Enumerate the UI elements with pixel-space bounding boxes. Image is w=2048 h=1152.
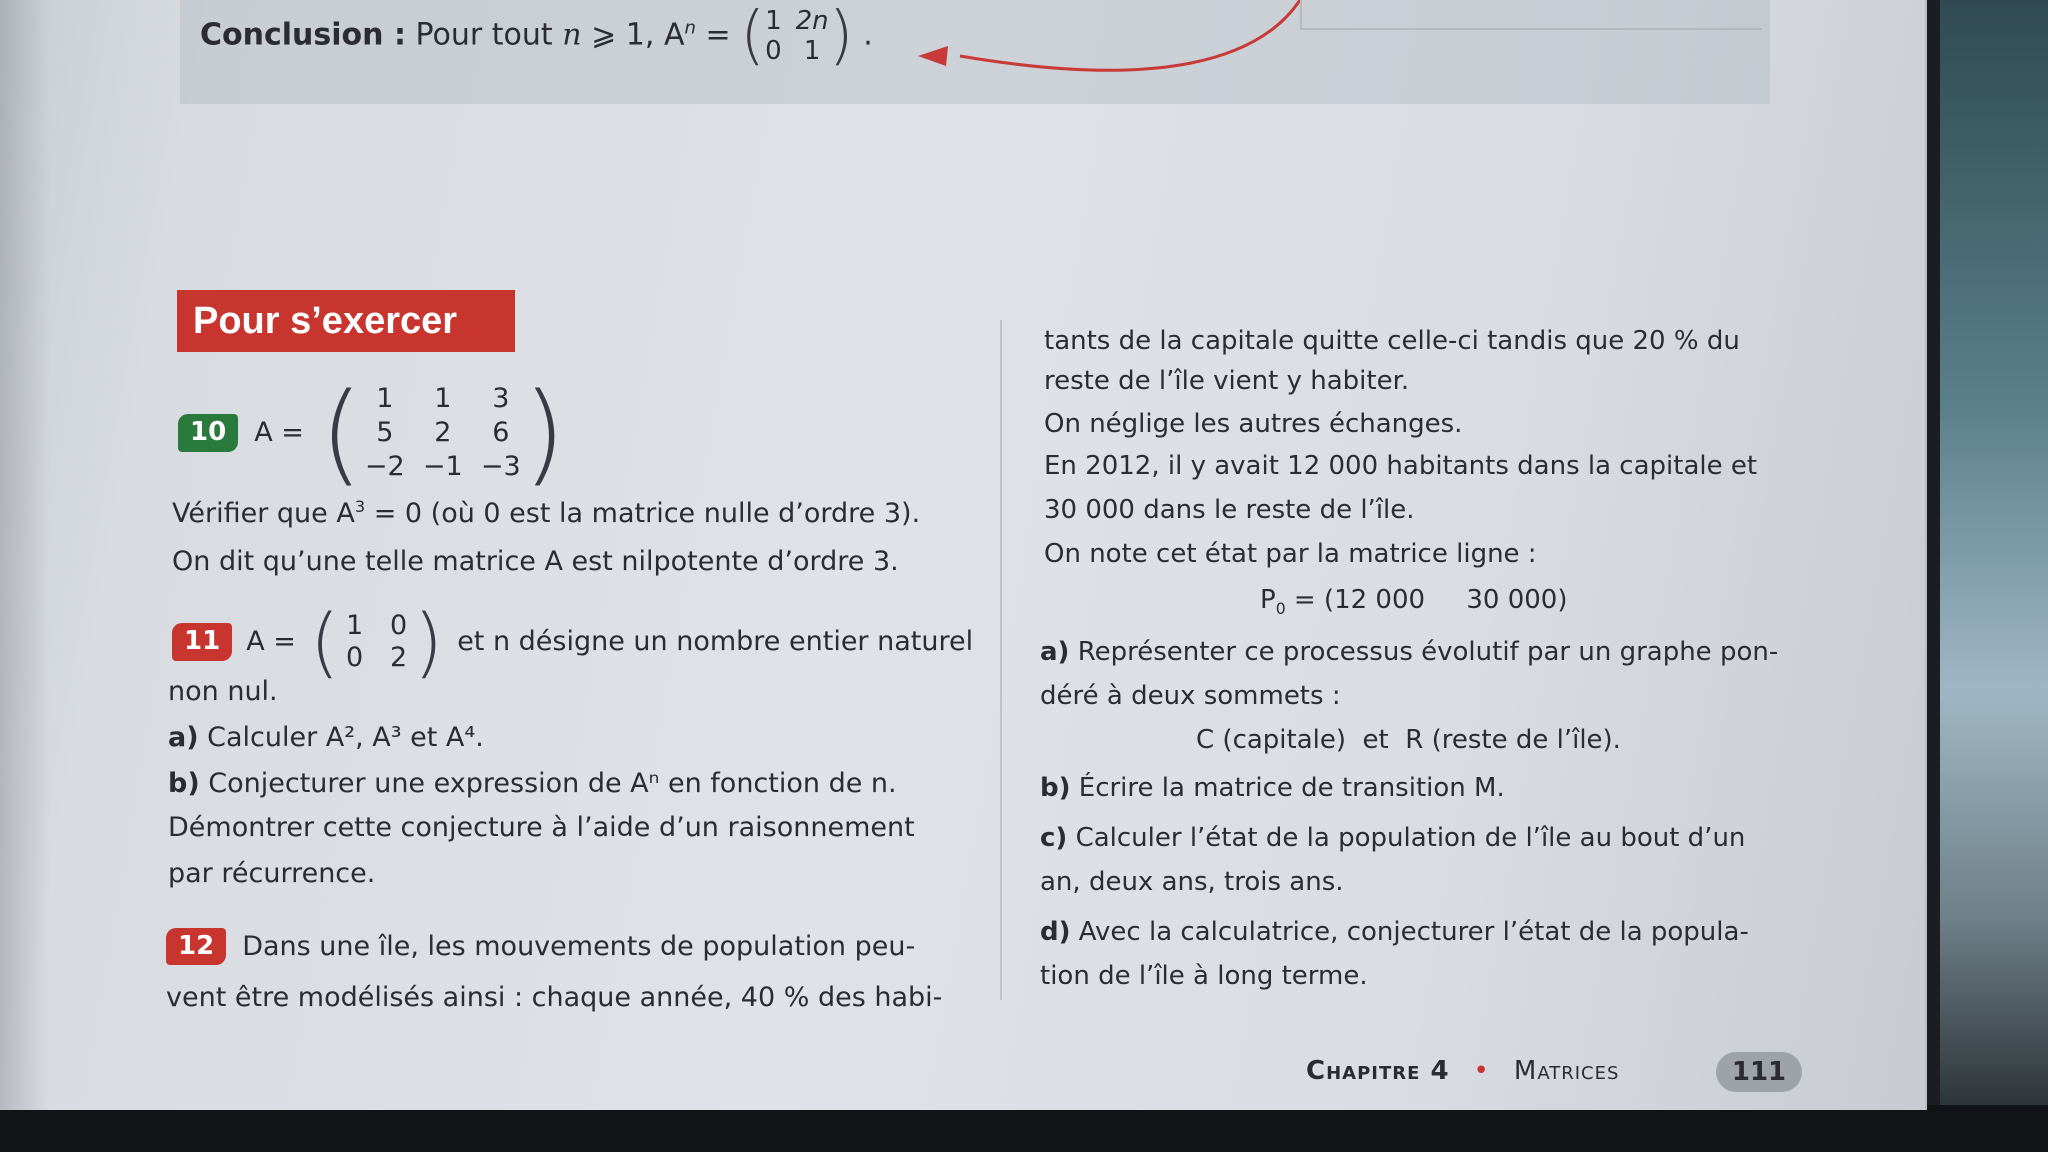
matrix-cell: 1 [345,610,364,641]
ex12-col2-line6: On note cet état par la matrice ligne : [1044,539,1537,569]
ex12-a-center: C (capitale) et R (reste de l’île). [1196,725,1621,755]
ex12-col2-line5: 30 000 dans le reste de l’île. [1044,495,1415,525]
background-bottom [0,1105,2048,1152]
ex10-lhs: A = [254,417,304,449]
ex12-p0 [1260,584,1567,619]
question-label: d) [1040,917,1071,947]
matrix-cell: 5 [376,417,394,448]
ex11-b-line2: Démontrer cette conjecture à l’aide d’un raisonnement [168,812,915,843]
question-text: Avec la calculatrice, conjecturer l’état de la popula- [1078,917,1749,947]
matrix-cell: 6 [492,417,510,448]
ex12-question-c [1040,822,1745,856]
p0-sub: 0 [1275,600,1286,619]
question-label: b) [168,768,200,799]
ex11-line-cont: non nul. [168,676,278,707]
conclusion-eq: = [705,17,731,53]
matrix-cell: 1 [434,383,452,414]
ex12-line1: Dans une île, les mouvements de population peu- [242,931,916,963]
question-text: Conjecturer une expression de Aⁿ en fonction de n. [208,768,897,799]
section-title-box [177,290,515,352]
matrix-cell: 3 [492,383,510,414]
ex10-matrix: ( 1 1 3 5 2 6 −2 −1 −3 ) [319,369,566,497]
ex11-matrix: ( 1 0 0 2 ) [309,597,444,686]
background-right [1940,0,2048,1152]
question-label: a) [168,722,199,753]
exercise-12-header [166,928,915,965]
ex12-question-b [1040,772,1505,806]
ex12-col2-line4: En 2012, il y avait 12 000 habitants dans la capitale et [1044,451,1758,481]
conclusion-exp: n [684,17,696,39]
ex11-after-matrix: et n désigne un nombre entier naturel [457,626,974,658]
page-spine-shadow [0,0,50,1110]
question-text: Calculer A², A³ et A⁴. [207,722,484,753]
conclusion-matrix: ( 1 2n 0 1 ) [740,0,854,73]
conclusion-n: n [562,17,582,53]
conclusion-label: Conclusion : [200,17,406,53]
footer-dot: • [1473,1056,1490,1086]
column-divider [1000,320,1002,1000]
exercise-number: 11 [172,623,232,660]
ex12-question-a [1040,636,1778,670]
red-arrow-icon [900,0,1320,100]
question-text: Écrire la matrice de transition M. [1078,773,1505,803]
question-label: b) [1040,773,1071,803]
p0-value: = (12 000 30 000) [1293,585,1568,615]
matrix-cell: 2 [434,417,452,448]
exercise-number: 10 [178,414,238,451]
p0-label: P [1260,585,1276,615]
matrix-cell: 0 [765,36,782,66]
conclusion-text: Pour tout [415,17,553,53]
ex11-question-a [168,720,484,755]
ex11-question-b [168,766,897,801]
matrix-cell: −1 [422,451,463,482]
matrix-cell: 1 [765,6,782,36]
matrix-cell: 2n [795,6,829,36]
ex10-line2: On dit qu’une telle matrice A est nilpotente d’ordre 3. [172,546,899,577]
ex10-line1-exp: 3 [354,497,366,516]
question-label: c) [1040,823,1068,853]
conclusion-A: A [663,17,685,53]
ex12-col2-line1: tants de la capitale quitte celle-ci tandis que 20 % du [1044,326,1740,356]
matrix-cell: 1 [803,36,821,66]
footer-chapter: Chapitre 4 [1306,1056,1450,1086]
question-text: Calculer l’état de la population de l’île au bout d’un [1075,823,1746,853]
ex12-col2-line3: On néglige les autres échanges. [1044,409,1463,439]
conclusion-line [200,0,873,73]
matrix-cell: 0 [345,642,364,673]
exercise-10-header [178,369,566,497]
matrix-cell: 1 [376,383,394,414]
ex12-line2: vent être modélisés ainsi : chaque année, 40 % des habi- [166,982,943,1013]
question-label: a) [1040,637,1070,667]
matrix-cell: −3 [480,451,521,482]
ex12-c-line2: an, deux ans, trois ans. [1040,867,1344,897]
page-footer [1306,1056,1619,1086]
ex10-line1-b: = 0 (où 0 est la matrice nulle d’ordre 3). [365,498,921,529]
ex11-lhs: A = [246,626,296,658]
ex12-a-line2: déré à deux sommets : [1040,681,1341,711]
matrix-cell: −2 [364,451,405,482]
ex12-d-line2: tion de l’île à long terme. [1040,961,1368,991]
ex10-line1-a: Vérifier que A [172,498,355,529]
ex10-line1 [172,496,920,531]
footer-title: Matrices [1513,1056,1620,1086]
previous-box-border [1300,0,1762,30]
matrix-cell: 0 [389,610,408,641]
conclusion-end: . [863,17,873,53]
conclusion-geq: ⩾ 1, [591,17,655,53]
matrix-cell: 2 [389,642,408,673]
exercise-number: 12 [166,928,226,965]
ex12-col2-line2: reste de l’île vient y habiter. [1044,366,1410,396]
page-number: 111 [1716,1052,1802,1092]
ex12-question-d [1040,916,1749,950]
question-text: Représenter ce processus évolutif par un graphe pon- [1077,637,1779,667]
ex11-b-line3: par récurrence. [168,858,376,889]
exercise-11-header [172,597,974,686]
section-title: Pour s’exercer [193,300,458,342]
